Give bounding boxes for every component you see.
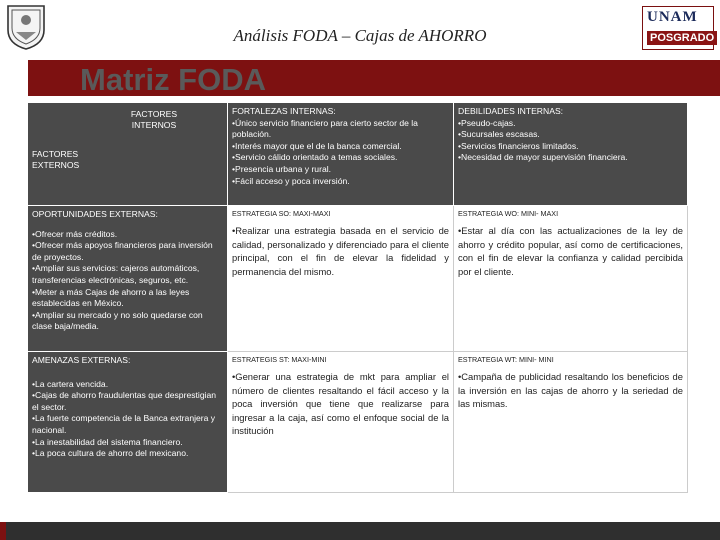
amenaza-item: •La fuerte competencia de la Banca extranjera y nacional. <box>32 413 216 435</box>
debilidades-title: DEBILIDADES INTERNAS: <box>458 106 564 116</box>
estrategia-st-label: ESTRATEGIS ST: MAXI-MINI <box>232 355 327 364</box>
oportunidad-item: •Ampliar sus servicios: cajeros automáticos, transferencias electrónicas, seguros, etc. <box>32 263 200 285</box>
fortaleza-item: •Único servicio financiero para cierto sector de la población. <box>232 117 418 140</box>
estrategia-wt-label: ESTRATEGIA WT: MINI- MINI <box>458 355 554 364</box>
debilidades-cell <box>454 103 688 206</box>
estrategia-so-text: •Realizar una estrategia basada en el servicio de calidad, personalizado y diferenciado para el cliente principal, con el fin de elevar la fidelidad y permanencia del mismo. <box>232 225 449 277</box>
amenazas-title: AMENAZAS EXTERNAS: <box>32 355 131 365</box>
debilidad-item: •Sucursales escasas. <box>458 129 540 140</box>
slide-title: Análisis FODA – Cajas de AHORRO <box>233 26 487 45</box>
factores-externos-label: FACTORES EXTERNOS <box>32 149 80 170</box>
amenaza-item: •Cajas de ahorro fraudulentas que desprestigian el sector. <box>32 390 217 412</box>
amenaza-item: •La cartera vencida. <box>32 378 109 389</box>
oportunidad-item: •Ofrecer más créditos. <box>32 228 118 239</box>
oportunidad-item: •Ampliar su mercado y no solo quedarse con clase baja/media. <box>32 309 203 332</box>
estrategia-so-cell <box>228 206 454 352</box>
estrategia-st-cell <box>228 352 454 493</box>
fortaleza-item: •Interés mayor que el de la banca comercial. <box>232 140 402 151</box>
estrategia-wt-text: •Campaña de publicidad resaltando los beneficios de la inversión en las cajas de ahorro y la seriedad de las mismas. <box>458 371 683 410</box>
debilidad-item: •Necesidad de mayor supervisión financiera. <box>458 152 628 163</box>
fortaleza-item: •Fácil acceso y poca inversión. <box>232 175 350 186</box>
amenazas-cell <box>28 352 228 493</box>
fortaleza-item: •Servicio cálido orientado a temas sociales. <box>232 152 398 163</box>
estrategia-st-text: •Generar una estrategia de mkt para ampliar el número de clientes resaltando el fácil acceso y la poca inversión que tiene que realizarse para ingresar a la caja, así como el enfoque social de la institución <box>232 371 449 437</box>
fortaleza-item: •Presencia urbana y rural. <box>232 163 332 174</box>
oportunidad-item: •Meter a más Cajas de ahorro a las leyes establecidas en México. <box>32 286 190 309</box>
amenaza-item: •La poca cultura de ahorro del mexicano. <box>32 448 189 459</box>
oportunidades-title: OPORTUNIDADES EXTERNAS: <box>32 209 158 219</box>
title-band-gap <box>0 60 28 96</box>
fortalezas-cell <box>228 103 454 206</box>
estrategia-wo-text: •Estar al día con las actualizaciones de la ley de ahorro y crédito popular, así como de certificaciones, con el fin de elevar la confianza y calidad percibida por el cliente. <box>458 225 683 277</box>
unam-posgrado-logo: UNAM POSGRADO <box>642 6 714 50</box>
factores-internos-label: FACTORES INTERNOS <box>130 109 178 130</box>
corner-cell <box>28 103 228 206</box>
amenaza-item: •La inestabilidad del sistema financiero. <box>32 436 183 447</box>
debilidad-item: •Pseudo-cajas. <box>458 117 516 128</box>
estrategia-wo-cell <box>454 206 688 352</box>
estrategia-wt-cell <box>454 352 688 493</box>
oportunidades-cell <box>28 206 228 352</box>
footer-bar <box>0 522 720 540</box>
foda-matrix <box>28 103 688 493</box>
estrategia-wo-label: ESTRATEGIA WO: MINI- MAXI <box>458 209 559 218</box>
oportunidad-item: •Ofrecer más apoyos financieros para inversión de proyectos. <box>32 240 213 262</box>
footer-accent <box>0 522 6 540</box>
estrategia-so-label: ESTRATEGIA SO: MAXI-MAXI <box>232 209 331 218</box>
fortalezas-title: FORTALEZAS INTERNAS: <box>232 106 336 116</box>
slide-heading: Matriz FODA <box>80 62 266 97</box>
debilidad-item: •Servicios financieros limitados. <box>458 140 579 151</box>
